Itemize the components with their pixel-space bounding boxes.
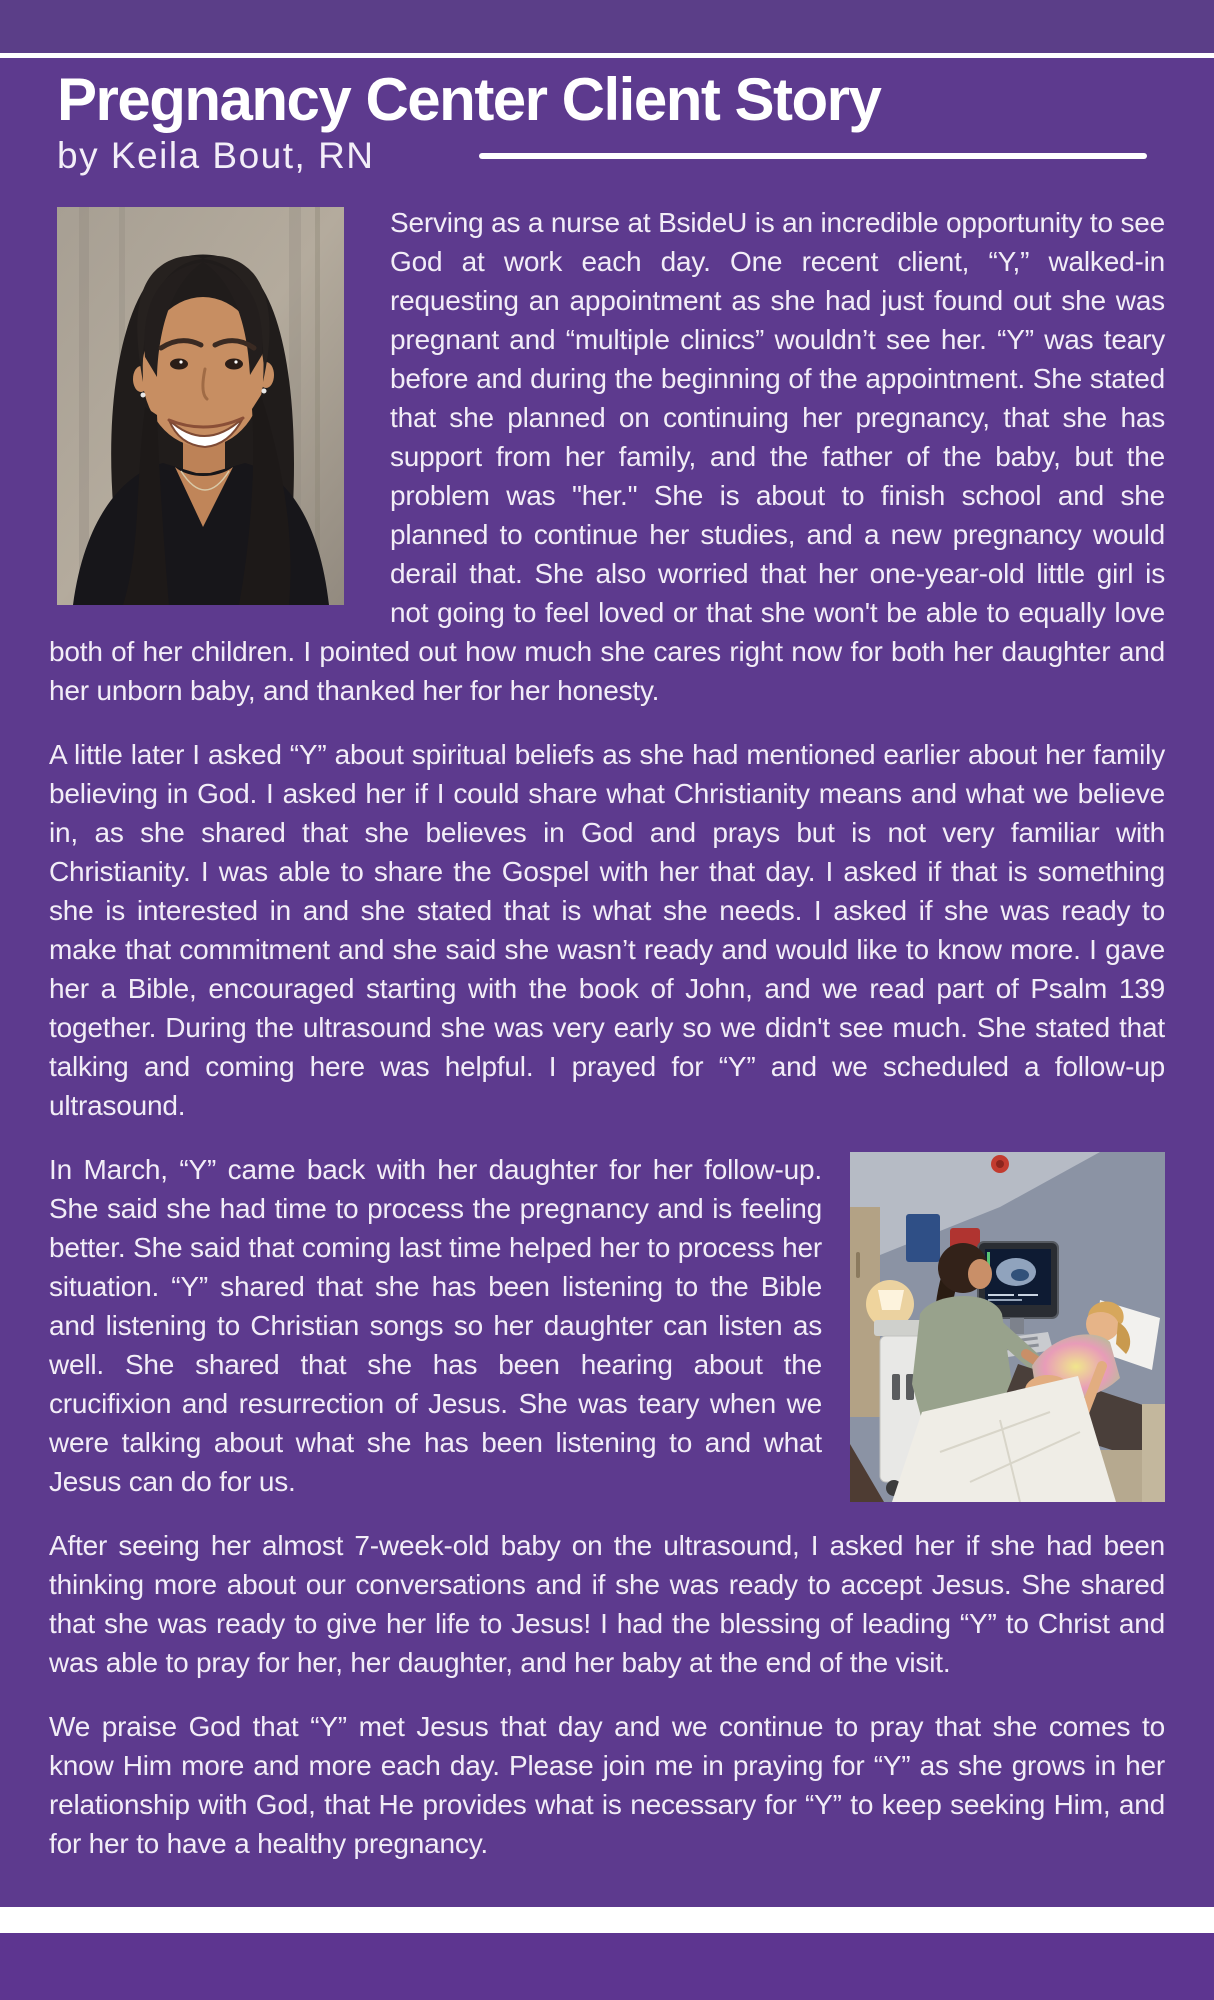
byline-divider-line <box>479 153 1147 159</box>
byline-row <box>57 135 1157 178</box>
paragraph-1-text: Serving as a nurse at BsideU is an incredible opportunity to see God at work each day. One recent client, “Y,” walked-in requesting an appointment as she had just found out she was pregnant and “multiple clinics” wouldn’t see her. “Y” was teary before and during the beginning of the appointment. She stated that she planned on continuing her pregnancy, that she has support from her family, and the father of the baby, but the problem was "her." She is about to finish school and she planned to continue her studies, and a new pregnancy would derail that. She also worried that her one-year-old little girl is not going to feel loved or that she won't be able to equally love both of her children. I pointed out how much she cares right now for both her daughter and her unborn baby, and thanked her for her honesty. <box>49 207 1165 707</box>
paragraph-4-text: After seeing her almost 7-week-old baby on the ultrasound, I asked her if she had been thinking more about our conversations and if she was ready to accept Jesus. She shared that she was ready to give her life to Jesus! I had the blessing of leading “Y” to Christ and was able to pray for her, her daughter, and her baby at the end of the visit. <box>49 1530 1165 1679</box>
article-body <box>0 177 1214 1863</box>
article-header <box>0 58 1214 177</box>
paragraph-5 <box>49 1707 1165 1863</box>
bottom-divider-band <box>0 1907 1214 1933</box>
paragraph-3-text: In March, “Y” came back with her daughter for her follow-up. She said she had time to process the pregnancy and is feeling better. She said that coming last time helped her to process her situation. “Y” shared that she has been listening to the Bible and listening to Christian songs so her daughter can listen as well. She shared that she has been hearing about the crucifixion and resurrection of Jesus. She was teary when we were talking about what she has been listening to and what Jesus can do for us. <box>49 1154 822 1498</box>
portrait-photo <box>57 207 344 605</box>
paragraph-5-text: We praise God that “Y” met Jesus that day and we continue to pray that she comes to know Him more and more each day. Please join me in praying for “Y” as she grows in her relationship with God, that He provides what is necessary for “Y” to keep seeking Him, and for her to have a healthy pregnancy. <box>49 1711 1165 1860</box>
paragraph-3 <box>49 1150 1165 1501</box>
top-border-band <box>0 0 1214 53</box>
paragraph-1 <box>49 203 1165 710</box>
bottom-border-band <box>0 1933 1214 2000</box>
page-title: Pregnancy Center Client Story <box>57 66 881 133</box>
byline: by Keila Bout, RN <box>57 134 375 176</box>
paragraph-2 <box>49 735 1165 1125</box>
paragraph-2-text: A little later I asked “Y” about spiritual beliefs as she had mentioned earlier about her family believing in God. I asked her if I could share what Christianity means and what we believe in, as she shared that she believes in God and prays but is not very familiar with Christianity. I was able to share the Gospel with her that day. I asked if that is something she is interested in and she stated that is what she needs. I asked if she was ready to make that commitment and she said she wasn’t ready and would like to know more. I gave her a Bible, encouraged starting with the book of John, and we read part of Psalm 139 together. During the ultrasound she was very early so we didn't see much. She stated that talking and coming here was helpful. I prayed for “Y” and we scheduled a follow-up ultrasound. <box>49 739 1165 1122</box>
paragraph-4 <box>49 1526 1165 1682</box>
ultrasound-photo <box>850 1152 1165 1502</box>
